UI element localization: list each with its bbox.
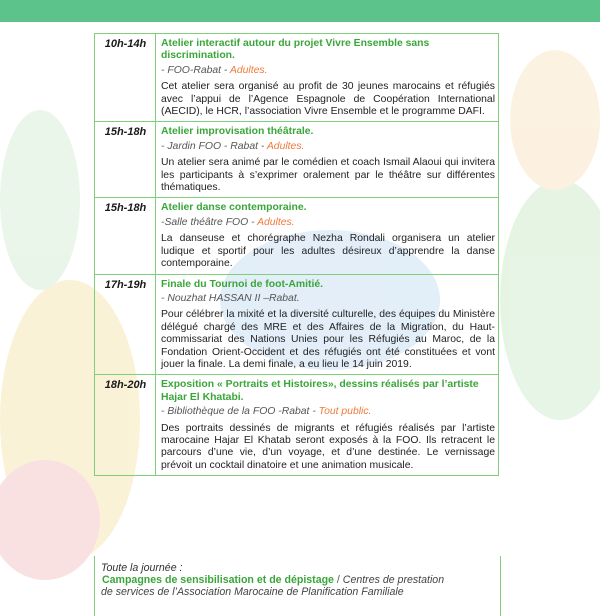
campaign-line bbox=[102, 574, 500, 586]
event-location: - Nouzhat HASSAN II –Rabat. bbox=[161, 292, 300, 304]
footer-section bbox=[94, 556, 501, 616]
top-color-band bbox=[0, 0, 600, 22]
event-location-line: -Salle théâtre FOO - Adultes. bbox=[161, 216, 295, 228]
table-row bbox=[95, 274, 499, 375]
event-audience: Tout public. bbox=[318, 406, 372, 418]
table-row bbox=[95, 122, 499, 198]
event-description: Un atelier sera animé par le comédien et coach Ismail Alaoui qui invitera les participants à s’exprimer oralement par le théâtre sur différentes thématiques. bbox=[161, 157, 495, 194]
time-cell: 10h-14h bbox=[95, 34, 156, 122]
detail-cell bbox=[156, 274, 499, 375]
event-description: Pour célébrer la mixité et la diversité culturelle, des équipes du Ministère délégué chargé des MRE et des Affaires de la Migration, du Haut-commissariat des Nations Unies pour les Réfugiés au Maroc, de la Fondation Orient-Occident et des réfugiés ont été constituées et vont jouer la finale. La demi finale, a eu lieu le 14 juin 2019. bbox=[161, 309, 495, 370]
detail-cell bbox=[156, 122, 499, 198]
event-description: Des portraits dessinés de migrants et réfugiés réalisés par l’artiste marocaine Hajar El Khatab seront exposés à la FOO. Ils retracent le parcours d’une vie, d’un voyage, et d’une destinée. Le vernissage prévoit un cocktail dinatoire et une animation musicale. bbox=[161, 422, 495, 471]
event-title: Atelier interactif autour du projet Vivre Ensemble sans discrimination. bbox=[161, 38, 430, 62]
event-title: Exposition « Portraits et Histoires», dessins réalisés par l’artiste Hajar El Khatabi. bbox=[161, 379, 479, 403]
table-row bbox=[95, 198, 499, 274]
event-audience: Adultes. bbox=[229, 64, 268, 76]
time-cell: 15h-18h bbox=[95, 122, 156, 198]
footer-content bbox=[95, 556, 500, 598]
table-row bbox=[95, 375, 499, 476]
campaign-description: Centres de prestation bbox=[342, 574, 445, 586]
all-day-label: Toute la journée : bbox=[101, 562, 183, 574]
event-location: - Jardin FOO - Rabat bbox=[161, 140, 259, 152]
campaign-continuation: de services de l’Association Marocaine de Planification Familiale bbox=[101, 586, 404, 598]
table-row bbox=[95, 34, 499, 122]
schedule-table bbox=[94, 33, 499, 476]
event-title: Atelier improvisation théâtrale. bbox=[161, 126, 314, 138]
event-audience: Adultes. bbox=[257, 216, 295, 228]
detail-cell bbox=[156, 34, 499, 122]
event-location: -Salle théâtre FOO bbox=[161, 216, 249, 228]
event-audience: Adultes. bbox=[266, 140, 305, 152]
detail-cell bbox=[156, 198, 499, 274]
event-description: Cet atelier sera organisé au profit de 30 jeunes marocains et réfugiés avec l’appui de l’Agence Espagnole de Coopération International (AECID), le HCR, l’association Vivre Ensemble et le programme DAFI. bbox=[161, 81, 495, 118]
campaign-separator: / bbox=[333, 574, 343, 586]
event-description: La danseuse et chorégraphe Nezha Rondali organisera un atelier ludique et sportif pour les adultes désireux d’apprendre la danse contemporaine. bbox=[161, 233, 495, 270]
event-title: Finale du Tournoi de foot-Amitié. bbox=[161, 278, 324, 290]
detail-cell bbox=[156, 375, 499, 476]
time-cell: 15h-18h bbox=[95, 198, 156, 274]
event-title: Atelier danse contemporaine. bbox=[161, 202, 307, 214]
event-location-line: - Jardin FOO - Rabat - Adultes. bbox=[161, 140, 305, 152]
event-location-line: - Bibliothèque de la FOO -Rabat - Tout public. bbox=[161, 406, 372, 418]
event-location: - FOO-Rabat bbox=[161, 64, 222, 76]
time-cell: 18h-20h bbox=[95, 375, 156, 476]
time-cell: 17h-19h bbox=[95, 274, 156, 375]
event-location-line bbox=[161, 293, 495, 305]
event-location-line: - FOO-Rabat - Adultes. bbox=[161, 64, 268, 76]
event-location: - Bibliothèque de la FOO -Rabat bbox=[161, 406, 310, 418]
campaign-title: Campagnes de sensibilisation et de dépistage bbox=[102, 574, 334, 586]
